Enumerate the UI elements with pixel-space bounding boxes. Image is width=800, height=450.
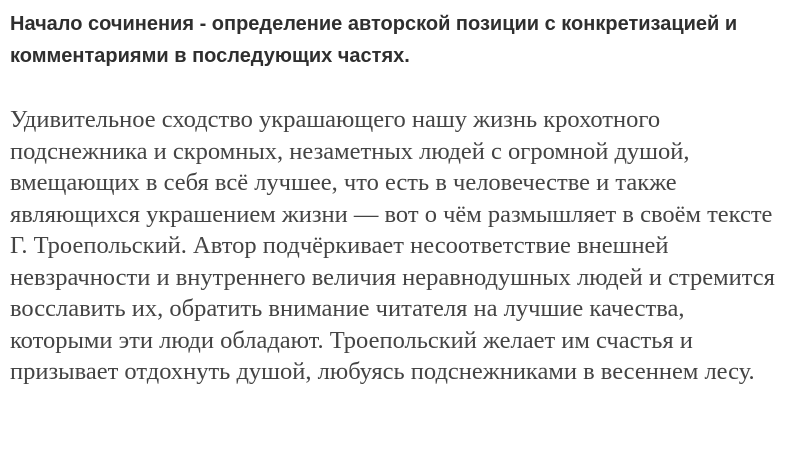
slide-heading: Начало сочинения - определение авторской позиции с конкретизацией и комментариями в последующих частях.	[10, 13, 738, 67]
essay-paragraph: Удивительное сходство украшающего нашу жизнь крохотного подснежника и скромных, незаметных людей с огромной душой, вмещающих в себя всё лучшее, что есть в человечестве и также являющихся украшением жизни — вот о чём размышляет в своём тексте Г. Троепольский. Автор подчёркивает несоответствие внешней невзрачности и внутреннего величия неравнодушных людей и стремится восславить их, обратить внимание читателя на лучшие качества, которыми эти люди обладают. Троепольский желает им счастья и призывает отдохнуть душой, любуясь подснежниками в весеннем лесу.	[10, 106, 775, 385]
